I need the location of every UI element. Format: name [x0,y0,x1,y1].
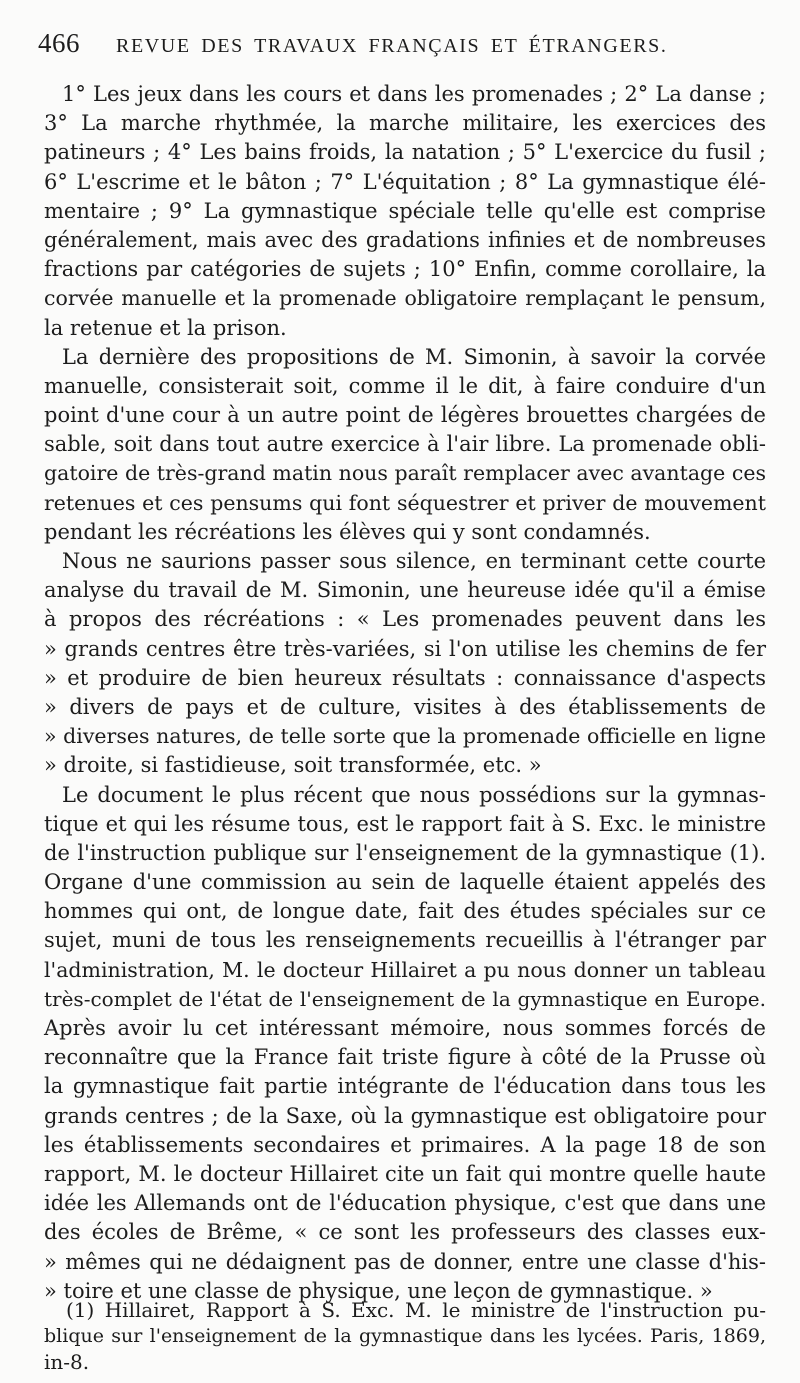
text-line: patineurs ; 4° Les bains froids, la natation ; 5° L'exercice du fusil ; [44,140,766,165]
text-line: l'administration, M. le docteur Hillairet a pu nous donner un tableau [44,957,766,982]
text-line: » droite, si fastidieuse, soit transformée, etc. » [44,753,542,778]
text-line: la gymnastique fait partie intégrante de l'éducation dans tous les [44,1074,766,1099]
text-line: de l'instruction publique sur l'enseignement de la gymnastique (1). [44,840,766,865]
text-line: très-complet de l'état de l'enseignement de la gymnastique en Europe. [44,986,766,1011]
text-line: reconnaître que la France fait triste figure à côté de la Prusse où [44,1045,766,1070]
footnote-line: (1) Hillairet, Rapport à S. Exc. M. le ministre de l'instruction pu- [66,1298,766,1322]
text-line: hommes qui ont, de longue date, fait des études spéciales sur ce [44,899,766,924]
text-line: tique et qui les résume tous, est le rapport fait à S. Exc. le ministre [44,811,766,836]
text-line: manuelle, consisterait soit, comme il le dit, à faire conduire d'un [44,373,766,398]
text-line: mentaire ; 9° La gymnastique spéciale telle qu'elle est comprise [44,198,766,223]
running-title: REVUE DES TRAVAUX FRANÇAIS ET ÉTRANGERS. [116,35,668,57]
text-line: les établissements secondaires et primaires. A la page 18 de son [44,1132,766,1157]
text-line: rapport, M. le docteur Hillairet cite un fait qui montre quelle haute [44,1161,766,1186]
running-head [38,28,768,68]
text-line: analyse du travail de M. Simonin, une heureuse idée qu'il a émise [44,578,766,603]
text-line: » divers de pays et de culture, visites à des établissements de [44,694,766,719]
text-line: » mêmes qui ne dédaignent pas de donner, entre une classe d'his- [44,1249,766,1274]
text-line: idée les Allemands ont de l'éducation physique, c'est que dans une [44,1191,766,1216]
text-line: des écoles de Brême, « ce sont les professeurs des classes eux- [44,1220,766,1245]
text-line: gatoire de très-grand matin nous paraît remplacer avec avantage ces [44,461,766,486]
text-line: 6° L'escrime et le bâton ; 7° L'équitation ; 8° La gymnastique élé- [44,169,766,194]
text-line: pendant les récréations les élèves qui y sont condamnés. [44,519,651,544]
text-line: » grands centres être très-variées, si l'on utilise les chemins de fer [44,636,766,661]
footnote-line: blique sur l'enseignement de la gymnastique dans les lycées. Paris, 1869, [44,1325,766,1347]
text-line: » et produire de bien heureux résultats : connaissance d'aspects [44,665,766,690]
text-line: Organe d'une commission au sein de laquelle étaient appelés des [44,870,766,895]
page-number: 466 [38,28,80,58]
text-line: à propos des récréations : « Les promenades peuvent dans les [44,607,766,632]
text-line: La dernière des propositions de M. Simonin, à savoir la corvée [62,344,766,369]
text-line: point d'une cour à un autre point de légères brouettes chargées de [44,403,766,428]
text-line: Après avoir lu cet intéressant mémoire, nous sommes forcés de [44,1016,766,1040]
text-line: généralement, mais avec des gradations infinies et de nombreuses [44,227,766,252]
text-line: 3° La marche rhythmée, la marche militaire, les exercices des [44,111,766,136]
text-line: grands centres ; de la Saxe, où la gymnastique est obligatoire pour [44,1103,766,1128]
text-line: retenues et ces pensums qui font séquestrer et priver de mouvement [44,490,766,515]
text-line: sujet, muni de tous les renseignements recueillis à l'étranger par [44,928,766,953]
text-line: sable, soit dans tout autre exercice à l'air libre. La promenade obli- [44,432,766,457]
text-line: corvée manuelle et la promenade obligatoire remplaçant le pensum, [44,286,766,311]
footnote [44,1297,766,1375]
text-line: » toire et une classe de physique, une leçon de gymnastique. » [44,1278,713,1303]
body-text [44,80,766,1306]
footnote-line: in-8. [44,1350,90,1374]
text-line: fractions par catégories de sujets ; 10° Enfin, comme corollaire, la [44,257,766,282]
text-line: Le document le plus récent que nous possédions sur la gymnas- [62,782,766,807]
text-line: la retenue et la prison. [44,315,287,340]
text-line: » diverses natures, de telle sorte que la promenade officielle en ligne [44,724,766,749]
text-line: 1° Les jeux dans les cours et dans les promenades ; 2° La danse ; [62,82,766,106]
text-line: Nous ne saurions passer sous silence, en terminant cette courte [62,549,766,573]
